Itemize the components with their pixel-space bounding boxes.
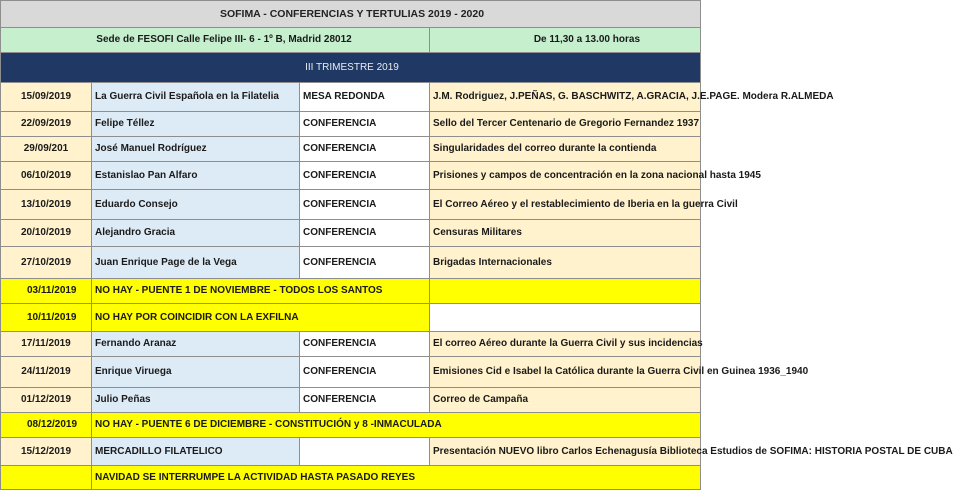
row-topic: Presentación NUEVO libro Carlos Echenagusía Biblioteca Estudios de SOFIMA: HISTORIA POSTAL DE CUBA (430, 438, 701, 466)
row-speaker: Juan Enrique Page de la Vega (92, 247, 300, 279)
row-date: 22/09/2019 (1, 112, 92, 137)
footer-row (1, 466, 701, 490)
row-notice: NO HAY POR COINCIDIR CON LA EXFILNA (92, 304, 430, 332)
table-row (1, 332, 701, 357)
row-topic: J.M. Rodriguez, J.PEÑAS, G. BASCHWITZ, A.GRACIA, J.E.PAGE. Modera R.ALMEDA (430, 83, 701, 112)
row-notice: NO HAY - PUENTE 1 DE NOVIEMBRE - TODOS LOS SANTOS (92, 279, 430, 304)
row-type: CONFERENCIA (300, 112, 430, 137)
row-date: 15/12/2019 (1, 438, 92, 466)
row-date: 24/11/2019 (1, 357, 92, 388)
row-date: 06/10/2019 (1, 162, 92, 190)
row-type: CONFERENCIA (300, 190, 430, 220)
table-row (1, 190, 701, 220)
row-type: CONFERENCIA (300, 388, 430, 413)
row-topic: Correo de Campaña (430, 388, 701, 413)
row-speaker: Felipe Téllez (92, 112, 300, 137)
table-row (1, 220, 701, 247)
table-row (1, 247, 701, 279)
row-date: 10/11/2019 (1, 304, 92, 332)
row-date: 27/10/2019 (1, 247, 92, 279)
footer-notice: NAVIDAD SE INTERRUMPE LA ACTIVIDAD HASTA PASADO REYES (92, 466, 701, 490)
row-speaker: Alejandro Gracia (92, 220, 300, 247)
row-topic: Brigadas Internacionales (430, 247, 701, 279)
table-row (1, 388, 701, 413)
table-row (1, 438, 701, 466)
page-title: SOFIMA - CONFERENCIAS Y TERTULIAS 2019 - 2020 (1, 1, 701, 28)
row-topic: Prisiones y campos de concentración en la zona nacional hasta 1945 (430, 162, 701, 190)
row-date: 03/11/2019 (1, 279, 92, 304)
trimester-heading: III TRIMESTRE 2019 (1, 53, 701, 83)
venue-address: Sede de FESOFI Calle Felipe III- 6 - 1º B, Madrid 28012 (1, 28, 430, 53)
row-speaker: José Manuel Rodríguez (92, 137, 300, 162)
table-row (1, 137, 701, 162)
title-row (1, 1, 701, 28)
row-topic: Emisiones Cid e Isabel la Católica durante la Guerra Civil en Guinea 1936_1940 (430, 357, 701, 388)
table-row (1, 83, 701, 112)
row-type: CONFERENCIA (300, 220, 430, 247)
row-type: CONFERENCIA (300, 332, 430, 357)
row-date: 13/10/2019 (1, 190, 92, 220)
row-speaker: MERCADILLO FILATELICO (92, 438, 300, 466)
row-type: CONFERENCIA (300, 357, 430, 388)
row-type: CONFERENCIA (300, 137, 430, 162)
row-topic: El Correo Aéreo y el restablecimiento de Iberia en la guerra Civil (430, 190, 701, 220)
table-row (1, 357, 701, 388)
row-notice: NO HAY - PUENTE 6 DE DICIEMBRE - CONSTITUCIÓN y 8 -INMACULADA (92, 413, 701, 438)
row-type (300, 438, 430, 466)
row-date: 08/12/2019 (1, 413, 92, 438)
row-empty-cell (430, 279, 701, 304)
row-date: 20/10/2019 (1, 220, 92, 247)
table-row (1, 162, 701, 190)
table-row (1, 112, 701, 137)
row-date: 15/09/2019 (1, 83, 92, 112)
notice-row (1, 279, 701, 304)
row-topic: Singularidades del correo durante la contienda (430, 137, 701, 162)
trimester-row (1, 53, 701, 83)
row-type: CONFERENCIA (300, 247, 430, 279)
row-type: CONFERENCIA (300, 162, 430, 190)
row-topic: Sello del Tercer Centenario de Gregorio Fernandez 1937 (430, 112, 701, 137)
row-date: 01/12/2019 (1, 388, 92, 413)
row-speaker: Julio Peñas (92, 388, 300, 413)
row-speaker: Enrique Viruega (92, 357, 300, 388)
row-speaker: La Guerra Civil Española en la Filatelia (92, 83, 300, 112)
row-speaker: Eduardo Consejo (92, 190, 300, 220)
notice-row (1, 413, 701, 438)
row-speaker: Fernando Aranaz (92, 332, 300, 357)
row-topic: El correo Aéreo durante la Guerra Civil y sus incidencias (430, 332, 701, 357)
session-hours: De 11,30 a 13.00 horas (430, 28, 701, 53)
row-empty-cell (1, 466, 92, 490)
row-date: 17/11/2019 (1, 332, 92, 357)
row-speaker: Estanislao Pan Alfaro (92, 162, 300, 190)
row-date: 29/09/201 (1, 137, 92, 162)
row-topic: Censuras Militares (430, 220, 701, 247)
row-type: MESA REDONDA (300, 83, 430, 112)
row-empty-cell (430, 304, 701, 332)
notice-row (1, 304, 701, 332)
venue-row (1, 28, 701, 53)
